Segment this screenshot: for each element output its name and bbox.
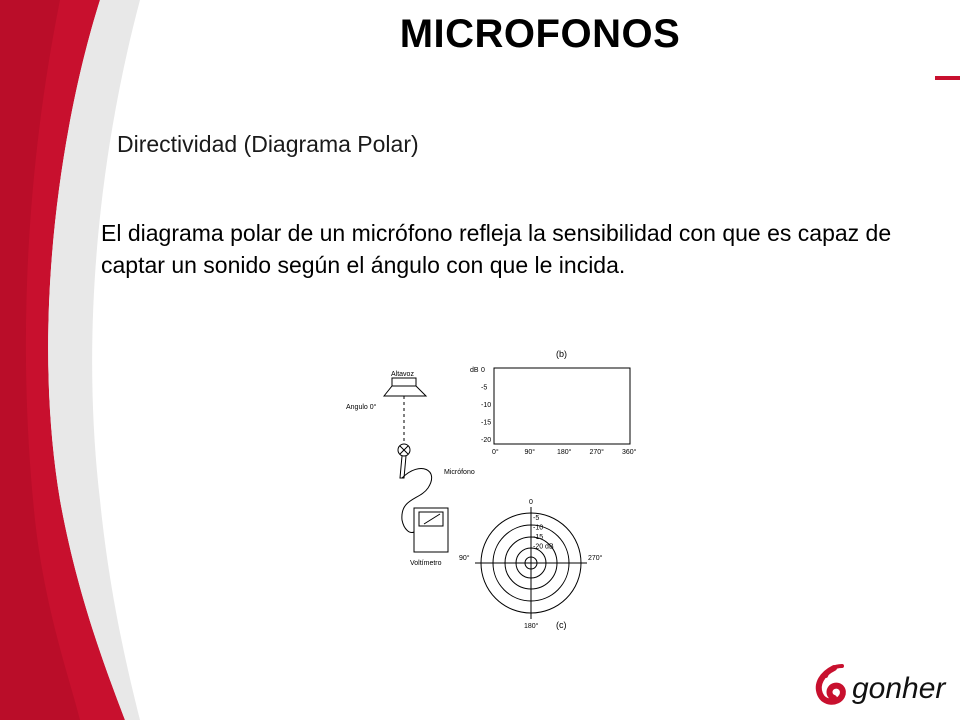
rect-plot-y-tick: -5 [481,384,488,392]
rect-plot-y-tick: -10 [481,402,492,409]
polar-ring-labels [533,515,554,551]
rect-plot-x-tick: 90° [524,449,536,456]
rect-plot-y-tick: 0 [481,367,485,374]
polar-left-label: 90° [459,555,470,562]
microphone-label: Micrófono [444,469,475,476]
rect-plot-y-tick: -15 [481,419,492,427]
polar-ring-label: -10 [533,524,544,532]
polar-plot-tag: (c) [556,620,567,630]
rect-plot-x-ticks [492,448,637,456]
polar-ring-label: -5 [533,515,540,522]
rect-plot-x-tick: 270° [589,449,604,456]
polar-bottom-label: 180° [524,623,539,630]
rect-plot-y-ticks [481,367,491,444]
speaker-icon [384,378,426,396]
rect-plot-x-tick: 180° [557,449,572,456]
angle-label: Angulo 0° [346,404,377,411]
gonher-swirl-icon [819,666,843,702]
title-underline [935,76,960,80]
polar-top-label: 0 [529,499,533,506]
voltmeter-label: Voltímetro [410,560,442,567]
polar-plot [475,507,587,619]
polar-diagram-figure [330,340,650,640]
gonher-logo [812,660,960,716]
gonher-wordmark: gonher [852,672,946,705]
rect-plot-x-tick: 360° [622,449,637,456]
speaker-label: Altavoz [391,371,414,378]
slide-body-text: El diagrama polar de un micrófono refleja la sensibilidad con que es capaz de captar un sonido según el ángulo con que le incida. [101,220,892,278]
rect-plot-tag: (b) [556,349,567,359]
polar-right-label: 270° [588,555,603,562]
slide-title: MICROFONOS [399,12,681,56]
rect-plot-x-tick: 0° [492,449,499,456]
polar-ring-label: -15 [533,534,544,541]
rect-plot-frame [494,368,630,444]
rect-plot-y-tick: -20 [481,437,492,444]
voltmeter-icon [414,508,448,552]
rect-plot-unit: dB [470,367,479,374]
slide-subtitle: Directividad (Diagrama Polar) [117,131,419,157]
polar-ring-label: -20 dB [533,543,554,551]
